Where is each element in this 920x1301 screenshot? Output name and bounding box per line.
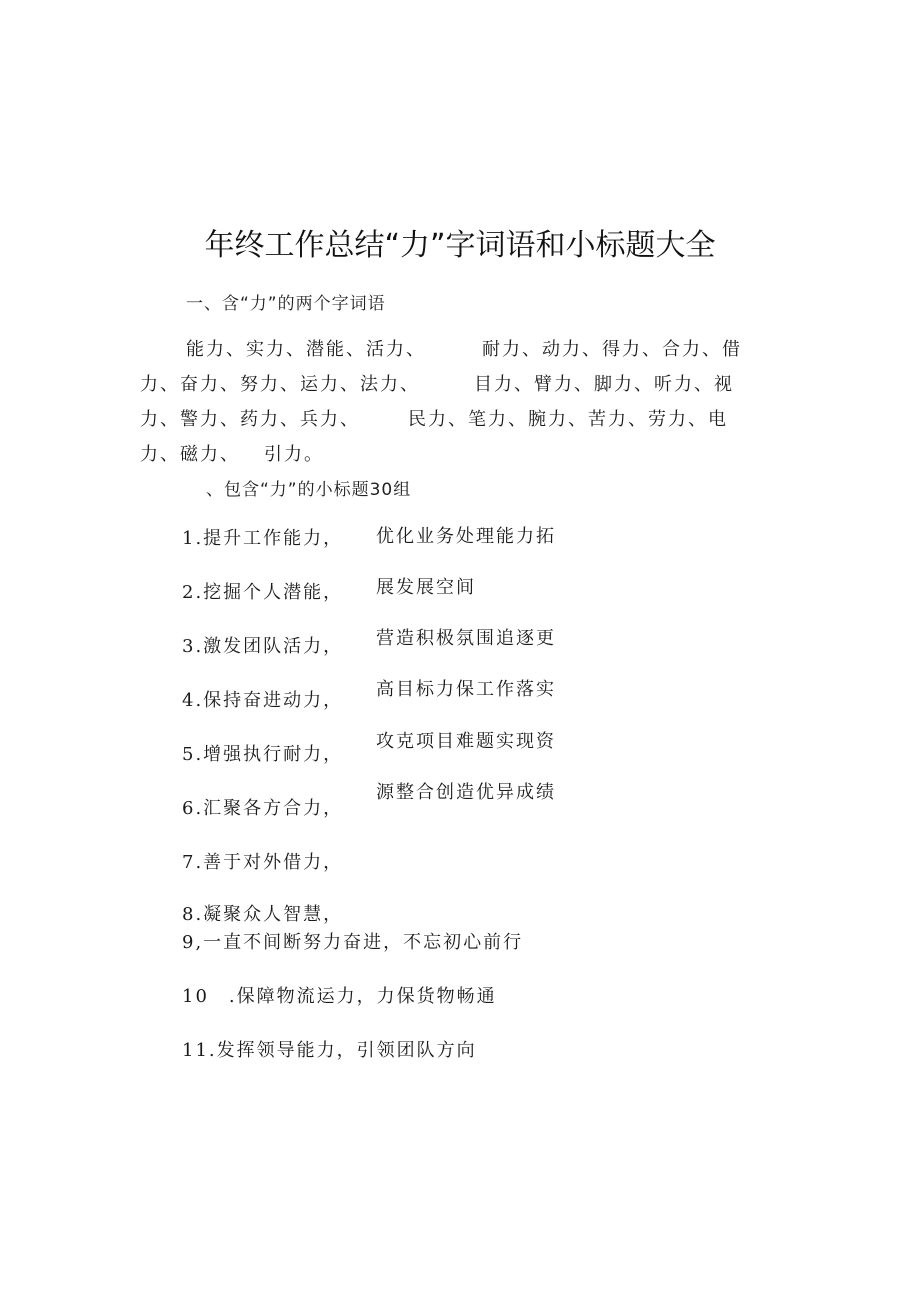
word-segment: 力、磁力、 bbox=[140, 444, 240, 465]
side-text-line: 优化业务处理能力拓 bbox=[376, 526, 556, 547]
section-heading-subtitles: 、包含“力”的小标题30组 bbox=[206, 480, 412, 500]
word-line bbox=[140, 437, 324, 473]
word-segment: 目力、臂力、脚力、听力、视 bbox=[474, 374, 734, 395]
word-line bbox=[140, 367, 734, 403]
side-text-line: 源整合创造优异成绩 bbox=[376, 782, 556, 803]
word-line bbox=[186, 332, 742, 368]
list-item: 9,一直不间断努力奋进，不忘初心前行 bbox=[182, 932, 524, 953]
word-segment: 力、警力、药力、兵力、 bbox=[140, 409, 360, 430]
word-segment: 能力、实力、潜能、活力、 bbox=[186, 339, 426, 360]
list-item: 4.保持奋进动力， bbox=[182, 690, 344, 711]
list-item: 5.增强执行耐力， bbox=[182, 744, 344, 765]
section-heading-words: 一、含“力”的两个字词语 bbox=[186, 294, 386, 314]
word-line bbox=[140, 402, 728, 438]
list-item: 7.善于对外借力， bbox=[182, 852, 344, 873]
list-item: 3.激发团队活力， bbox=[182, 636, 344, 657]
side-text-line: 高目标力保工作落实 bbox=[376, 679, 556, 700]
document-title: 年终工作总结“力”字词语和小标题大全 bbox=[204, 228, 716, 263]
side-text-line: 营造积极氛围追逐更 bbox=[376, 628, 556, 649]
list-item: 1.提升工作能力， bbox=[182, 528, 344, 549]
list-item: 10 .保障物流运力，力保货物畅通 bbox=[182, 986, 497, 1007]
word-segment: 引力。 bbox=[264, 444, 324, 465]
list-item: 6.汇聚各方合力， bbox=[182, 798, 344, 819]
word-segment: 耐力、动力、得力、合力、借 bbox=[482, 339, 742, 360]
list-item-clipped bbox=[182, 902, 344, 925]
list-item: 11.发挥领导能力，引领团队方向 bbox=[182, 1040, 477, 1061]
word-segment: 民力、笔力、腕力、苦力、劳力、电 bbox=[408, 409, 728, 430]
side-text-line: 展发展空间 bbox=[376, 577, 476, 598]
word-segment: 力、奋力、努力、运力、法力、 bbox=[140, 374, 420, 395]
list-item: 2.挖掘个人潜能， bbox=[182, 582, 344, 603]
list-item: 8.凝聚众人智慧， bbox=[182, 904, 344, 925]
side-text-line: 攻克项目难题实现资 bbox=[376, 731, 556, 752]
